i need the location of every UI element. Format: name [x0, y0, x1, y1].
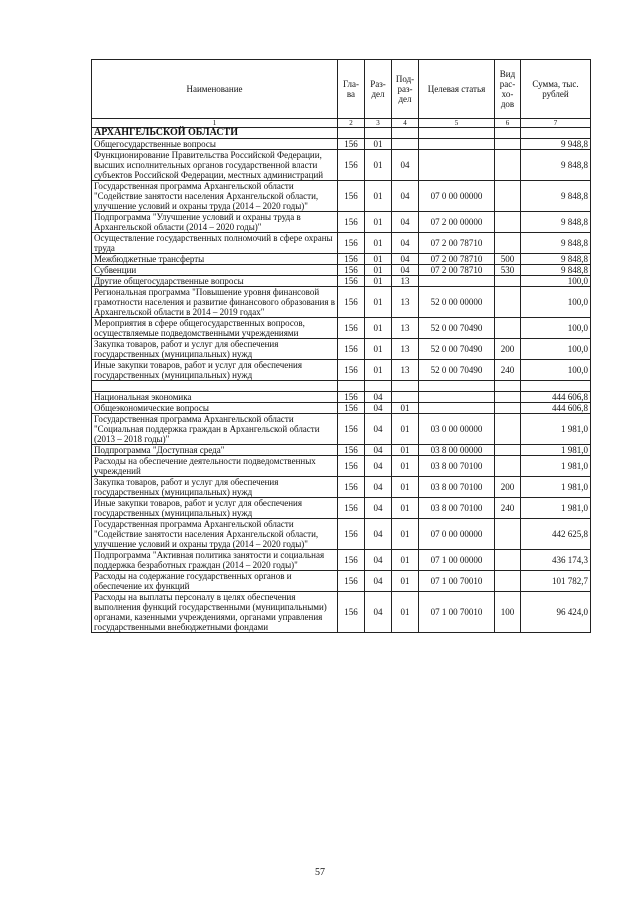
row-amount: 9 848,8	[521, 181, 591, 212]
row-section: 04	[365, 571, 392, 592]
row-section: 04	[365, 414, 392, 445]
row-amount	[521, 381, 591, 392]
row-name: Другие общегосударственные вопросы	[92, 276, 338, 287]
row-section: 01	[365, 139, 392, 150]
row-expense-type: 240	[495, 498, 521, 519]
table-row	[92, 254, 591, 265]
row-section: 04	[365, 550, 392, 571]
row-amount: 9 948,8	[521, 139, 591, 150]
row-amount: 444 606,8	[521, 392, 591, 403]
row-subsection: 04	[392, 212, 419, 233]
row-target: 03 8 00 70100	[419, 498, 495, 519]
row-amount: 9 848,8	[521, 254, 591, 265]
row-subsection: 13	[392, 360, 419, 381]
row-expense-type	[495, 276, 521, 287]
table-row	[92, 550, 591, 571]
row-section: 04	[365, 477, 392, 498]
row-amount: 1 981,0	[521, 414, 591, 445]
row-section: 04	[365, 392, 392, 403]
table-row	[92, 287, 591, 318]
col-header-name: Наименование	[92, 60, 338, 119]
row-expense-type: 200	[495, 339, 521, 360]
row-subsection: 01	[392, 592, 419, 633]
row-chapter: 156	[338, 392, 365, 403]
row-expense-type	[495, 571, 521, 592]
row-chapter: 156	[338, 456, 365, 477]
row-target: 52 0 00 70490	[419, 318, 495, 339]
table-row	[92, 181, 591, 212]
row-amount: 442 625,8	[521, 519, 591, 550]
row-name: Функционирование Правительства Российской Федерации, высших исполнительных органов государственной власти субъектов Российской Федерации, местных администраций	[92, 150, 338, 181]
row-chapter: 156	[338, 265, 365, 276]
row-chapter: 156	[338, 318, 365, 339]
row-target	[419, 139, 495, 150]
row-subsection: 01	[392, 445, 419, 456]
row-amount: 1 981,0	[521, 456, 591, 477]
row-section: 04	[365, 519, 392, 550]
table-row	[92, 498, 591, 519]
row-name: Подпрограмма "Улучшение условий и охраны труда в Архангельской области (2014 – 2020 годы)"	[92, 212, 338, 233]
row-expense-type	[495, 456, 521, 477]
row-chapter: 156	[338, 519, 365, 550]
row-chapter: 156	[338, 445, 365, 456]
row-section: 04	[365, 592, 392, 633]
column-number: 5	[419, 119, 495, 128]
row-subsection: 01	[392, 571, 419, 592]
row-subsection: 04	[392, 150, 419, 181]
column-number: 4	[392, 119, 419, 128]
table-row	[92, 233, 591, 254]
row-expense-type: 500	[495, 254, 521, 265]
row-subsection: 04	[392, 265, 419, 276]
table-row	[92, 456, 591, 477]
row-expense-type	[495, 414, 521, 445]
row-name: Государственная программа Архангельской области "Содействие занятости населения Архангельской области, улучшение условий и охраны труда (2014 – 2020 годы)"	[92, 519, 338, 550]
row-chapter: 156	[338, 360, 365, 381]
row-target	[419, 392, 495, 403]
row-name: Субвенции	[92, 265, 338, 276]
row-amount: 100,0	[521, 318, 591, 339]
row-subsection: 04	[392, 181, 419, 212]
row-amount: 100,0	[521, 360, 591, 381]
row-target: 03 8 00 70100	[419, 456, 495, 477]
row-section: 01	[365, 276, 392, 287]
row-expense-type	[495, 381, 521, 392]
row-expense-type	[495, 550, 521, 571]
row-name: Общегосударственные вопросы	[92, 139, 338, 150]
row-target	[419, 403, 495, 414]
row-name: Осуществление государственных полномочий в сфере охраны труда	[92, 233, 338, 254]
table-row	[92, 414, 591, 445]
section-title-row	[92, 128, 591, 139]
row-section	[365, 381, 392, 392]
row-expense-type: 530	[495, 265, 521, 276]
row-target: 52 0 00 70490	[419, 360, 495, 381]
row-name: Государственная программа Архангельской области "Социальная поддержка граждан в Архангельской области (2013 – 2018 годы)"	[92, 414, 338, 445]
row-chapter: 156	[338, 233, 365, 254]
row-subsection: 04	[392, 254, 419, 265]
row-subsection: 01	[392, 403, 419, 414]
row-amount: 9 848,8	[521, 150, 591, 181]
row-target: 07 1 00 70010	[419, 592, 495, 633]
row-name: Расходы на обеспечение деятельности подведомственных учреждений	[92, 456, 338, 477]
row-target	[419, 276, 495, 287]
row-section: 01	[365, 181, 392, 212]
row-target: 07 1 00 70010	[419, 571, 495, 592]
column-number: 6	[495, 119, 521, 128]
table-row	[92, 392, 591, 403]
row-chapter: 156	[338, 592, 365, 633]
row-target: 03 8 00 70100	[419, 477, 495, 498]
row-chapter: 156	[338, 254, 365, 265]
table-row	[92, 519, 591, 550]
row-name: Подпрограмма "Доступная среда"	[92, 445, 338, 456]
row-subsection	[392, 139, 419, 150]
row-section: 01	[365, 318, 392, 339]
row-name: Мероприятия в сфере общегосударственных вопросов, осуществляемые подведомственными учреждениями	[92, 318, 338, 339]
row-target: 07 2 00 78710	[419, 265, 495, 276]
row-chapter: 156	[338, 403, 365, 414]
row-amount: 100,0	[521, 287, 591, 318]
row-subsection	[392, 381, 419, 392]
row-target: 07 1 00 00000	[419, 550, 495, 571]
row-subsection: 13	[392, 287, 419, 318]
row-chapter: 156	[338, 139, 365, 150]
table-row	[92, 212, 591, 233]
row-amount: 100,0	[521, 339, 591, 360]
row-amount: 436 174,3	[521, 550, 591, 571]
row-section: 01	[365, 265, 392, 276]
row-section: 01	[365, 212, 392, 233]
col-header-expense-type: Вид рас-хо-дов	[495, 60, 521, 119]
row-target: 07 2 00 00000	[419, 212, 495, 233]
table-row	[92, 445, 591, 456]
table-row	[92, 265, 591, 276]
row-chapter: 156	[338, 276, 365, 287]
row-name: Общеэкономические вопросы	[92, 403, 338, 414]
section-title: АРХАНГЕЛЬСКОЙ ОБЛАСТИ	[92, 128, 338, 139]
page-number: 57	[315, 867, 325, 878]
row-expense-type	[495, 287, 521, 318]
col-header-section: Раз-дел	[365, 60, 392, 119]
row-section: 01	[365, 254, 392, 265]
row-chapter: 156	[338, 498, 365, 519]
row-expense-type	[495, 212, 521, 233]
row-amount: 101 782,7	[521, 571, 591, 592]
row-subsection: 04	[392, 233, 419, 254]
row-expense-type: 200	[495, 477, 521, 498]
column-number: 1	[92, 119, 338, 128]
row-amount: 100,0	[521, 276, 591, 287]
row-expense-type	[495, 392, 521, 403]
row-name: Региональная программа "Повышение уровня финансовой грамотности населения и развитие финансового образования в Архангельской области в 2014 – 2019 годах"	[92, 287, 338, 318]
row-amount: 96 424,0	[521, 592, 591, 633]
row-target	[419, 150, 495, 181]
row-name: Расходы на выплаты персоналу в целях обеспечения выполнения функций государственными (муниципальными) органами, казенными учреждениями, органами управления государственными внебюджетными фондами	[92, 592, 338, 633]
table-row	[92, 592, 591, 633]
row-target: 07 2 00 78710	[419, 233, 495, 254]
row-amount: 9 848,8	[521, 233, 591, 254]
table-row	[92, 571, 591, 592]
table-row	[92, 150, 591, 181]
row-chapter: 156	[338, 212, 365, 233]
row-name: Закупка товаров, работ и услуг для обеспечения государственных (муниципальных) нужд	[92, 477, 338, 498]
row-chapter: 156	[338, 571, 365, 592]
row-chapter: 156	[338, 339, 365, 360]
row-target: 52 0 00 00000	[419, 287, 495, 318]
col-header-subsection: Под-раз-дел	[392, 60, 419, 119]
row-chapter: 156	[338, 150, 365, 181]
row-subsection: 13	[392, 318, 419, 339]
row-name: Межбюджетные трансферты	[92, 254, 338, 265]
row-expense-type	[495, 445, 521, 456]
column-number: 2	[338, 119, 365, 128]
table-row	[92, 360, 591, 381]
row-expense-type: 100	[495, 592, 521, 633]
col-header-amount: Сумма, тыс. рублей	[521, 60, 591, 119]
header-row	[92, 60, 591, 119]
row-name	[92, 381, 338, 392]
row-subsection: 13	[392, 339, 419, 360]
row-name: Иные закупки товаров, работ и услуг для обеспечения государственных (муниципальных) нужд	[92, 498, 338, 519]
row-name: Расходы на содержание государственных органов и обеспечение их функций	[92, 571, 338, 592]
table-row	[92, 381, 591, 392]
row-expense-type	[495, 139, 521, 150]
row-subsection: 01	[392, 498, 419, 519]
row-amount: 9 848,8	[521, 212, 591, 233]
row-subsection: 01	[392, 550, 419, 571]
row-expense-type	[495, 181, 521, 212]
row-target: 07 0 00 00000	[419, 181, 495, 212]
row-expense-type	[495, 403, 521, 414]
row-chapter: 156	[338, 181, 365, 212]
row-amount: 1 981,0	[521, 477, 591, 498]
table-row	[92, 139, 591, 150]
row-target: 03 8 00 00000	[419, 445, 495, 456]
row-chapter: 156	[338, 550, 365, 571]
row-name: Иные закупки товаров, работ и услуг для обеспечения государственных (муниципальных) нужд	[92, 360, 338, 381]
col-header-target: Целевая статья	[419, 60, 495, 119]
row-name: Национальная экономика	[92, 392, 338, 403]
row-section: 01	[365, 360, 392, 381]
column-number: 7	[521, 119, 591, 128]
row-amount: 444 606,8	[521, 403, 591, 414]
row-amount: 1 981,0	[521, 498, 591, 519]
row-section: 04	[365, 456, 392, 477]
row-amount: 9 848,8	[521, 265, 591, 276]
row-name: Закупка товаров, работ и услуг для обеспечения государственных (муниципальных) нужд	[92, 339, 338, 360]
row-name: Подпрограмма "Активная политика занятости и социальная поддержка безработных граждан (2014 – 2020 годы)"	[92, 550, 338, 571]
table-row	[92, 403, 591, 414]
row-subsection	[392, 392, 419, 403]
row-subsection: 01	[392, 414, 419, 445]
row-subsection: 01	[392, 519, 419, 550]
row-section: 04	[365, 445, 392, 456]
row-expense-type	[495, 150, 521, 181]
row-name: Государственная программа Архангельской области "Содействие занятости населения Архангельской области, улучшение условий и охраны труда (2014 – 2020 годы)"	[92, 181, 338, 212]
row-target: 07 2 00 78710	[419, 254, 495, 265]
table-row	[92, 477, 591, 498]
row-section: 01	[365, 150, 392, 181]
row-target: 52 0 00 70490	[419, 339, 495, 360]
row-target: 03 0 00 00000	[419, 414, 495, 445]
row-expense-type	[495, 318, 521, 339]
row-section: 04	[365, 403, 392, 414]
row-section: 04	[365, 498, 392, 519]
row-amount: 1 981,0	[521, 445, 591, 456]
row-chapter: 156	[338, 287, 365, 318]
row-subsection: 01	[392, 456, 419, 477]
row-section: 01	[365, 233, 392, 254]
row-expense-type	[495, 233, 521, 254]
row-subsection: 13	[392, 276, 419, 287]
row-subsection: 01	[392, 477, 419, 498]
row-target: 07 0 00 00000	[419, 519, 495, 550]
row-expense-type: 240	[495, 360, 521, 381]
row-section: 01	[365, 339, 392, 360]
column-number: 3	[365, 119, 392, 128]
table-row	[92, 339, 591, 360]
row-chapter	[338, 381, 365, 392]
row-target	[419, 381, 495, 392]
row-section: 01	[365, 287, 392, 318]
row-expense-type	[495, 519, 521, 550]
col-header-chapter: Гла-ва	[338, 60, 365, 119]
table-row	[92, 318, 591, 339]
table-row	[92, 276, 591, 287]
row-chapter: 156	[338, 414, 365, 445]
budget-table	[91, 59, 591, 633]
row-chapter: 156	[338, 477, 365, 498]
